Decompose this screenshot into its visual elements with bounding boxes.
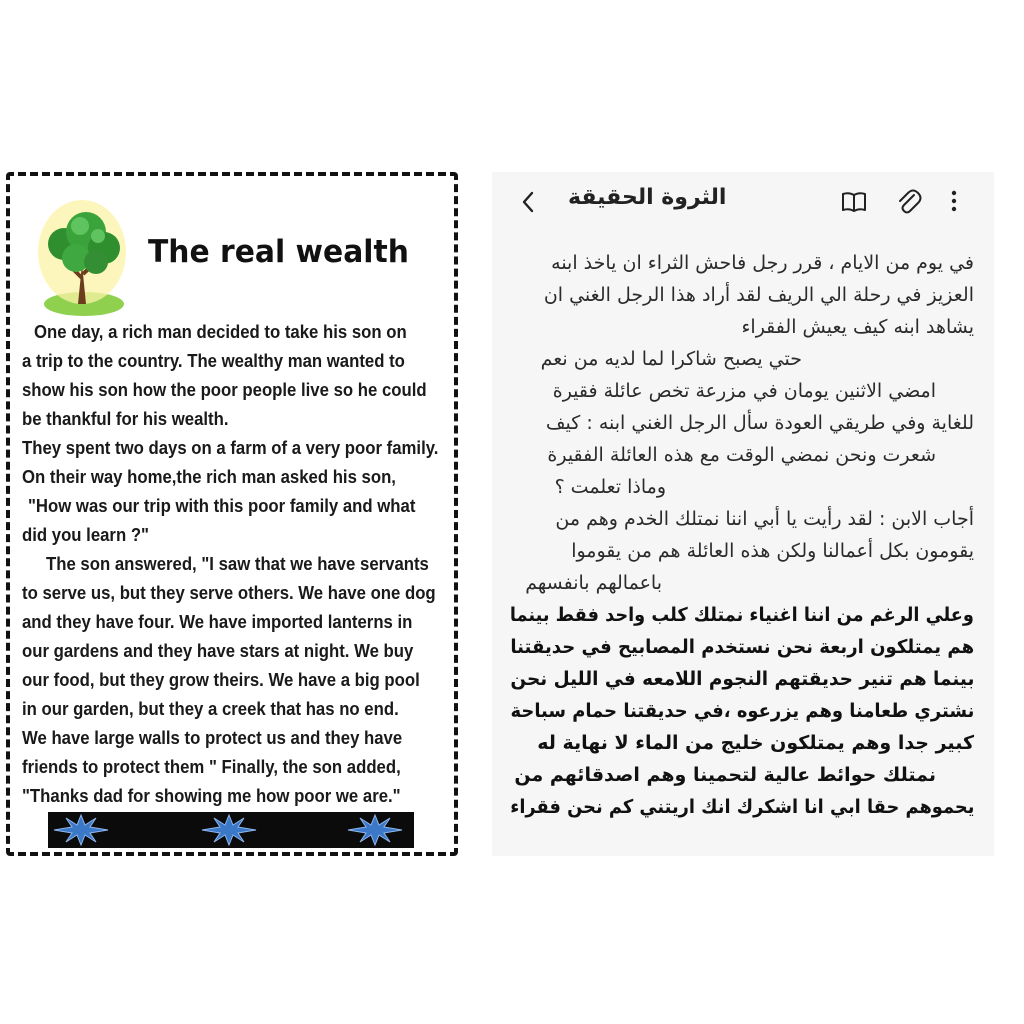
note-body[interactable] (492, 232, 994, 842)
note-title: الثروة الحقيقة (568, 185, 727, 210)
star-icon (52, 814, 110, 846)
story-line: our gardens and they have stars at night. We buy (22, 641, 414, 661)
chevron-left-icon (520, 190, 536, 214)
back-button[interactable] (512, 186, 544, 218)
note-line: نشتري طعامنا وهم يزرعوه ،في حديقتنا حمام سباحة (510, 700, 974, 722)
story-line: be thankful for his wealth. (22, 409, 229, 429)
star-icon (346, 814, 404, 846)
note-line: العزيز في رحلة الي الريف لقد أراد هذا الرجل الغني ان (543, 284, 974, 306)
notes-app (492, 172, 994, 856)
story-line: a trip to the country. The wealthy man wanted to (22, 351, 405, 371)
story-line: in our garden, but they a creek that has no end. (22, 699, 399, 719)
note-line: هم يمتلكون اربعة نحن نستخدم المصابيح في حديقتنا (510, 636, 974, 658)
story-line: "How was our trip with this poor family and what (28, 496, 416, 516)
story-line: We have large walls to protect us and they have (22, 728, 403, 748)
note-line: وماذا تعلمت ؟ (554, 476, 666, 498)
note-line: أجاب الابن : لقد رأيت يا أبي اننا نمتلك الخدم وهم من (555, 508, 974, 530)
note-line: امضي الاثنين يومان في مزرعة تخص عائلة فقيرة (552, 380, 936, 402)
note-line: نمتلك حوائط عالية لتحمينا وهم اصدقائهم من (514, 764, 936, 786)
tree-icon (36, 192, 128, 320)
note-line: شعرت ونحن نمضي الوقت مع هذه العائلة الفقيرة (547, 444, 936, 466)
story-line: On their way home,the rich man asked his son, (22, 467, 396, 487)
note-line: باعمالهم بانفسهم (525, 572, 662, 594)
story-line: to serve us, but they serve others. We have one dog (22, 583, 436, 603)
note-line: بينما هم تنير حديقتهم النجوم اللامعه في الليل نحن (509, 668, 974, 690)
story-line: "Thanks dad for showing me how poor we are." (22, 786, 401, 806)
story-line: They spent two days on a farm of a very poor family. (22, 438, 439, 458)
note-line: يحموهم حقا ابي انا اشكرك انك اريتني كم نحن فقراء (509, 796, 974, 818)
more-vertical-icon[interactable] (944, 186, 964, 216)
story-line: our food, but they grow theirs. We have a big pool (22, 670, 420, 690)
story-line: and they have four. We have imported lanterns in (22, 612, 413, 632)
star-icon (200, 814, 258, 846)
story-line: did you learn ?" (22, 525, 149, 545)
note-line: يقومون بكل أعمالنا ولكن هذه العائلة هم من يقوموا (571, 540, 974, 562)
story-title: The real wealth (148, 234, 409, 270)
note-line: في يوم من الايام ، قرر رجل فاحش الثراء ان ياخذ ابنه (551, 252, 974, 274)
decorative-banner (48, 812, 414, 848)
story-line: One day, a rich man decided to take his son on (34, 322, 407, 342)
note-line: كبير جدا وهم يمتلكون خليج من الماء لا نهاية له (537, 732, 974, 754)
story-line: friends to protect them " Finally, the son added, (22, 757, 401, 777)
paperclip-icon[interactable] (894, 186, 922, 216)
note-line: وعلي الرغم من اننا اغنياء نمتلك كلب واحد فقط بينما (509, 604, 974, 626)
story-line: show his son how the poor people live so he could (22, 380, 427, 400)
note-line: للغاية وفي طريقي العودة سأل الرجل الغني ابنه : كيف (545, 412, 974, 434)
note-line: حتي يصبح شاكرا لما لديه من نعم (540, 348, 802, 370)
notes-header (492, 172, 994, 232)
note-line: يشاهد ابنه كيف يعيش الفقراء (741, 316, 974, 338)
story-card (6, 172, 458, 856)
story-line: The son answered, "I saw that we have servants (46, 554, 429, 574)
book-open-icon[interactable] (840, 188, 868, 216)
